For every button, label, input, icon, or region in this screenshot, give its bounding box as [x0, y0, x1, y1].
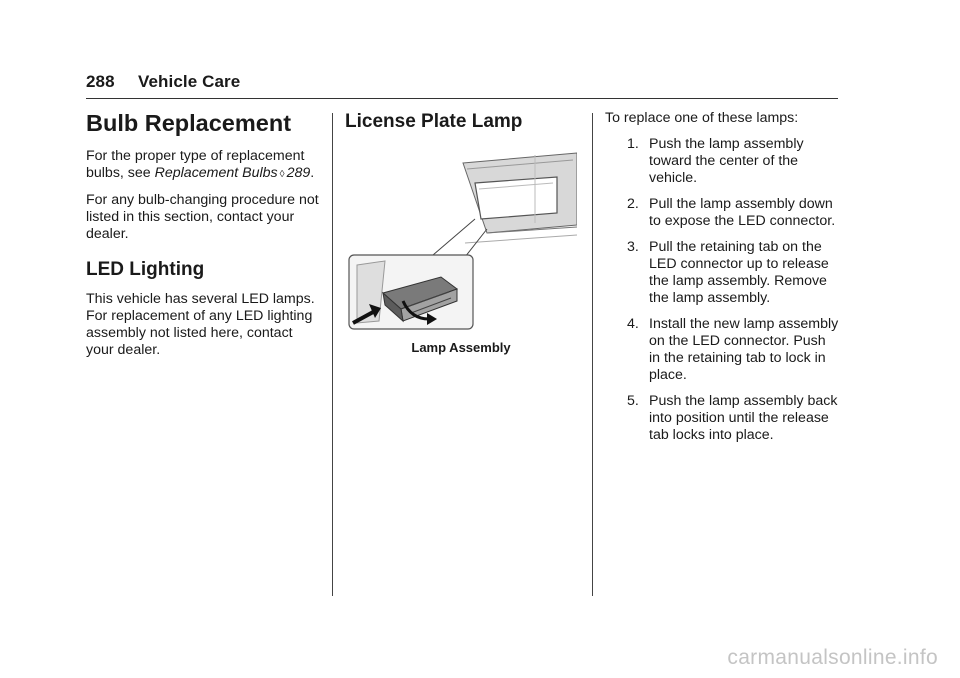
license-plate-lamp-heading: License Plate Lamp: [345, 111, 523, 132]
bulb-replacement-heading: Bulb Replacement: [86, 110, 292, 136]
section-title: Vehicle Care: [138, 72, 241, 91]
replacement-bulbs-link[interactable]: Replacement Bulbs: [154, 165, 278, 181]
lamp-assembly-drawing: [345, 143, 577, 333]
led-lighting-paragraph: This vehicle has several LED lamps. For replacement of any LED lighting assembly not listed here, contact your dealer.: [86, 291, 315, 358]
list-item: 3. Pull the retaining tab on the LED connector up to release the lamp assembly. Remove the lamp assembly.: [627, 239, 829, 306]
column-divider-right: [592, 113, 593, 596]
led-lighting-heading: LED Lighting: [86, 259, 205, 280]
replacement-bulbs-paragraph: For the proper type of replacement bulbs, see Replacement Bulbs ◊ 289.: [86, 148, 315, 181]
page-number: 288: [86, 72, 115, 91]
column-divider-left: [332, 113, 333, 596]
steps-list: [605, 136, 840, 444]
page-ref-arrow-icon: ◊: [279, 169, 285, 180]
list-item: 1. Push the lamp assembly toward the center of the vehicle.: [627, 136, 804, 186]
watermark: carmanualsonline.info: [727, 646, 938, 669]
replacement-bulbs-page[interactable]: 289: [286, 165, 311, 181]
list-item: 2. Pull the lamp assembly down to expose the LED connector.: [627, 196, 836, 229]
header-divider: [86, 98, 838, 99]
page-header: [86, 72, 240, 92]
column-replacement-steps: [605, 110, 840, 453]
contact-dealer-paragraph: For any bulb-changing procedure not listed in this section, contact your dealer.: [86, 192, 319, 242]
figure-caption: Lamp Assembly: [411, 340, 511, 355]
lamp-assembly-illustration: [345, 143, 577, 333]
list-item: 5. Push the lamp assembly back into position until the release tab locks into place.: [627, 393, 838, 443]
list-item: 4. Install the new lamp assembly on the LED connector. Push in the retaining tab to lock in place.: [627, 316, 839, 383]
column-bulb-replacement: [86, 110, 324, 368]
column-license-plate-lamp: [345, 110, 580, 356]
steps-intro: To replace one of these lamps:: [605, 110, 799, 126]
